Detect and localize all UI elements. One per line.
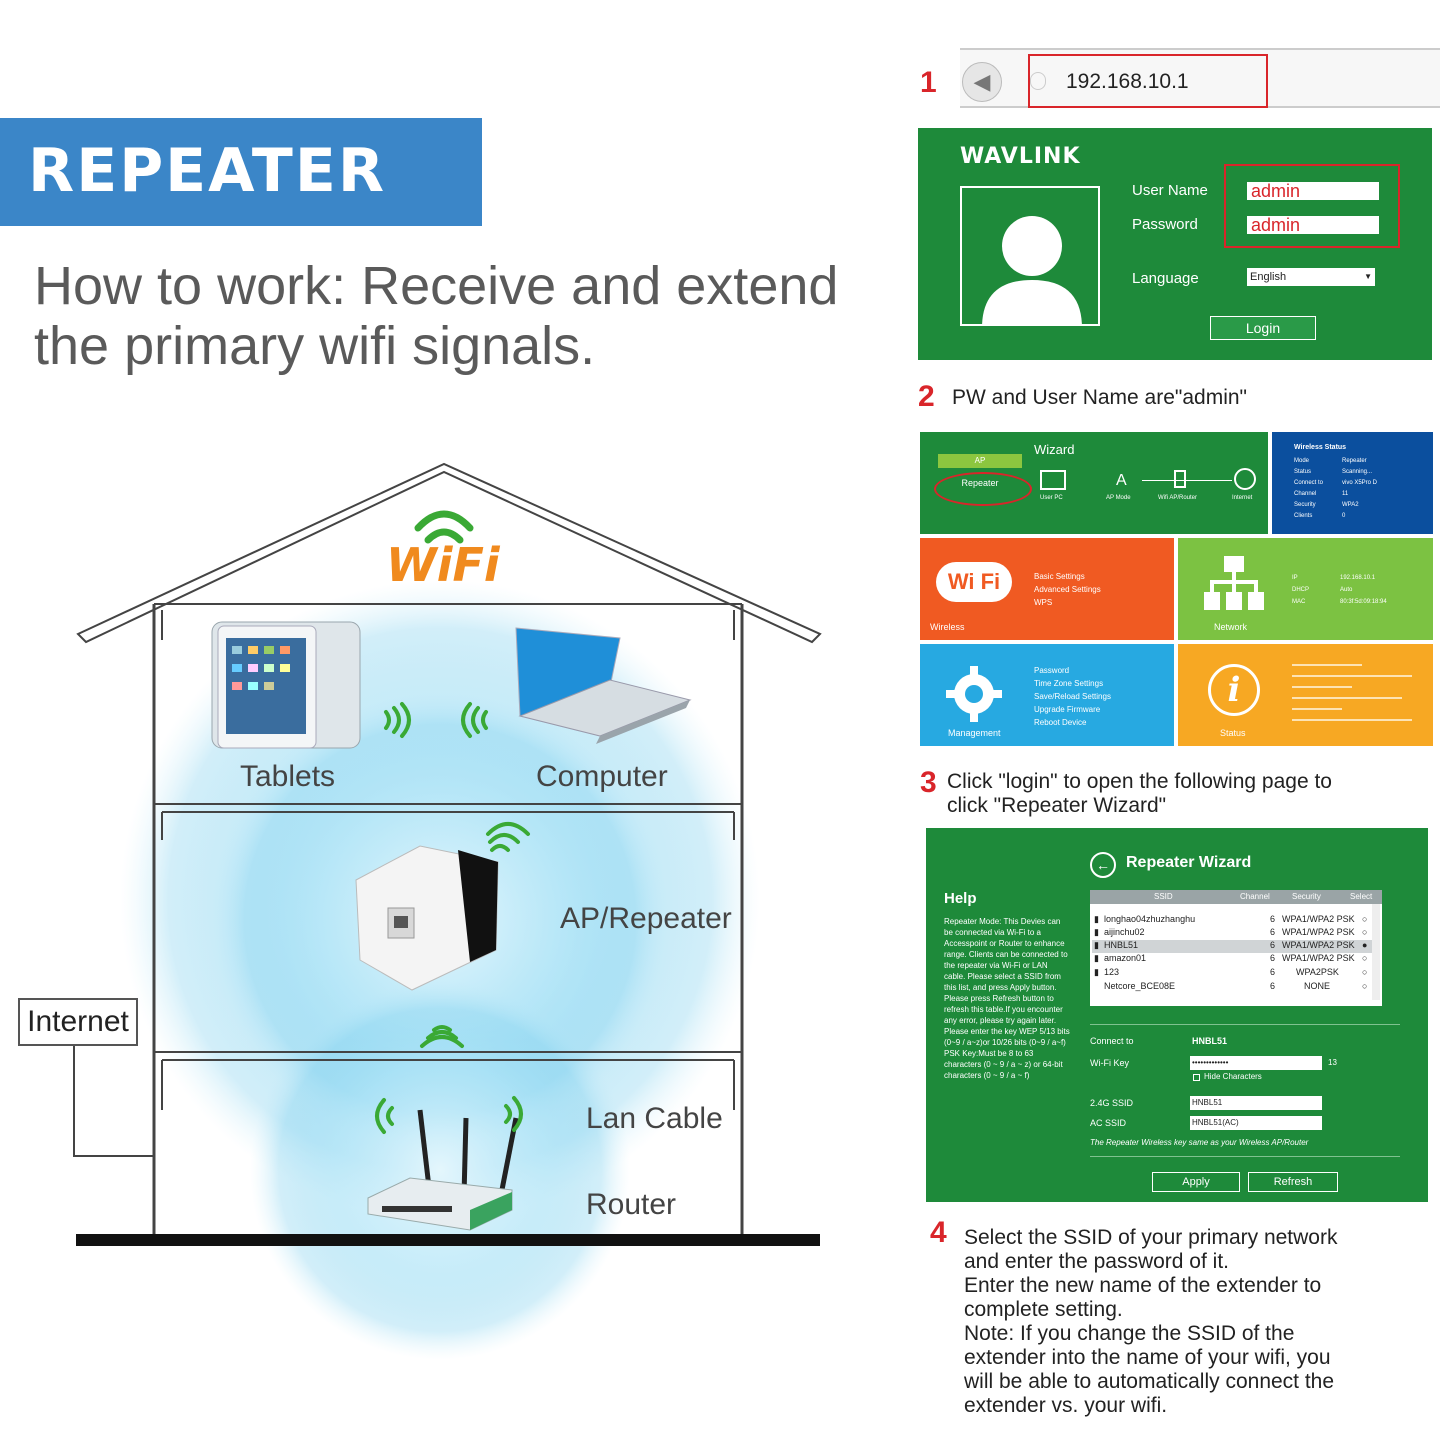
management-tile[interactable] [920,644,1174,746]
step-2-text: PW and User Name are"admin" [952,386,1248,409]
wireless-status-rows: Mode Repeater Status Scanning... Connect to vivo X5Pro D Channel 11 Security WPA2 Clients 0 [1294,458,1378,519]
table-row[interactable]: Netcore_BCE08E 6 NONE ○ [1104,981,1368,991]
step-3-number: 3 [920,766,937,799]
credentials-highlight-box [1224,164,1400,248]
radio-selected-icon: ● [1362,940,1368,950]
user-pc-icon [1040,470,1066,490]
wifi-logo-arcs-icon [418,514,470,540]
status-info-lines [1292,664,1422,721]
wizard-tile[interactable] [920,432,1268,534]
wireless-tile[interactable] [920,538,1174,640]
ac-ssid-label: AC SSID [1090,1118,1127,1128]
table-row[interactable]: ▮ amazon01 6 WPA1/WPA2 PSK ○ [1094,953,1368,963]
mode-ap-button[interactable]: AP [938,454,1022,468]
username-input[interactable]: admin [1247,182,1379,200]
mode-repeater-button[interactable]: Repeater [961,478,999,488]
user-avatar-icon [960,186,1100,326]
back-arrow-icon[interactable]: ◀ [962,62,1002,102]
step-3-text: Click "login" to open the following page to click "Repeater Wizard" [947,770,1332,817]
url-input[interactable]: 192.168.10.1 [1066,70,1189,93]
repeater-highlight-oval [934,472,1032,506]
radio-icon: ○ [1362,927,1368,937]
headline-line-1: How to work: Receive and extend [34,256,839,316]
login-button[interactable]: Login [1210,316,1316,340]
label-lan-cable: Lan Cable [586,1102,723,1135]
wifi-key-length: 13 [1328,1058,1337,1067]
wireless-menu: Basic Settings Advanced Settings WPS [1034,572,1101,607]
network-tile-label: Network [1214,622,1248,632]
table-row[interactable]: ▮ aijinchu02 6 WPA1/WPA2 PSK ○ [1094,927,1368,937]
ap-mode-icon: A [1116,472,1127,489]
ssid-table [1090,890,1382,1006]
step-4-text: Select the SSID of your primary network and enter the password of it. Enter the new name of the extender to complete setting. Note: If you change the SSID of the extender into the name of your wifi, you will be able to automatically connect the extender vs. your wifi. [964,1226,1338,1417]
chevron-down-icon: ▼ [1364,272,1372,281]
wireless-status-title: Wireless Status [1294,444,1347,451]
step-2-number: 2 [918,380,935,413]
password-input[interactable]: admin [1247,216,1379,234]
signal-bars-icon: ▮ [1094,914,1099,924]
brand-logo: WAVLINK [960,144,1081,169]
step-4-number: 4 [930,1216,947,1249]
table-row[interactable]: ▮ longhao04zhuzhanghu 6 WPA1/WPA2 PSK ○ [1094,914,1368,924]
management-tile-label: Management [948,728,1001,738]
flow-label-0: User PC [1040,495,1063,501]
status-tile[interactable] [1178,644,1433,746]
table-row[interactable]: ▮ 123 6 WPA2PSK ○ [1094,967,1368,977]
wireless-tile-label: Wireless [930,622,965,632]
headline [34,256,894,376]
signal-bars-icon: ▮ [1094,940,1099,950]
banner-title: REPEATER [28,136,387,206]
label-router: Router [586,1188,677,1221]
label-internet: Internet [18,998,138,1046]
wifi-logo-icon: Wi Fi [936,562,1012,602]
status-tile-label: Status [1220,728,1246,738]
help-text: Repeater Mode: This Devies can be connected via Wi-Fi to a Accesspoint or Router to enhance range. Clients can be connected to the repeater via Wi-Fi or LAN cable. Please select a SSID from this list, and press Apply button. Please press Refresh button to refresh this table.If you encounter any error, please try again later. Please enter the key WEP 5/13 bits (0~9 / a~z)or 10/26 bits (0~9 / a~f) PSK Key:Must be 8 to 63 characters (0 ~ 9 / a ~ z) or 64-bit characters (0 ~ 9 / a ~ f) [944,917,1070,1080]
hide-characters-label: Hide Characters [1204,1072,1262,1081]
internet-cable [74,1046,154,1156]
hide-characters-checkbox[interactable] [1193,1074,1200,1081]
label-computer: Computer [536,760,668,793]
language-select[interactable] [1247,268,1375,286]
management-menu: Password Time Zone Settings Save/Reload Settings Upgrade Firmware Reboot Device [1034,666,1111,727]
ground-line [76,1234,820,1246]
connect-to-label: Connect to [1090,1036,1134,1046]
wifi-key-input[interactable]: ••••••••••••• [1190,1056,1322,1070]
ssid24-input[interactable]: HNBL51 [1190,1096,1322,1110]
step-1-number: 1 [920,66,937,99]
table-scrollbar[interactable] [1372,904,1380,1000]
ssid-table-header: SSID Channel Security Select [1090,890,1382,904]
router-icon [1174,470,1186,488]
label-tablets: Tablets [240,760,336,793]
connect-to-value: HNBL51 [1192,1036,1228,1046]
signal-bars-icon: ▮ [1094,927,1099,937]
wizard-note: The Repeater Wireless key same as your Wireless AP/Router [1090,1138,1309,1147]
ssid24-label: 2.4G SSID [1090,1098,1134,1108]
globe-icon [1234,468,1256,490]
headline-line-2: the primary wifi signals. [34,316,596,376]
radio-icon: ○ [1362,953,1368,963]
ac-ssid-input[interactable]: HNBL51(AC) [1190,1116,1322,1130]
language-value: English [1250,271,1287,283]
flow-label-3: Internet [1232,495,1253,501]
radio-icon: ○ [1362,967,1368,977]
table-divider [1090,1024,1400,1025]
help-title: Help [944,890,977,907]
language-label: Language [1132,270,1199,287]
network-tile[interactable] [1178,538,1433,640]
form-divider [1090,1156,1400,1157]
info-icon: i [1208,664,1260,716]
network-topology-icon [1204,556,1264,612]
tablet-icon [212,622,360,748]
label-ap-repeater: AP/Repeater [560,902,732,935]
back-circle-icon[interactable]: ← [1090,852,1116,878]
username-label: User Name [1132,182,1208,199]
radio-icon: ○ [1362,914,1368,924]
radio-icon: ○ [1362,981,1368,991]
wizard-title: Wizard [1034,442,1075,457]
flow-label-1: AP Mode [1106,495,1131,501]
gear-icon [940,662,1008,726]
network-info: IP 192.168.10.1 DHCP Auto MAC 80:3f:5d:09:18:94 [1292,575,1387,605]
signal-bars-icon: ▮ [1094,953,1099,963]
password-label: Password [1132,216,1198,233]
apply-button[interactable]: Apply [1152,1172,1240,1192]
refresh-button[interactable]: Refresh [1248,1172,1338,1192]
wizard-title: Repeater Wizard [1126,854,1252,871]
flow-connector [1142,480,1232,481]
table-row-selected[interactable]: ▮ HNBL51 6 WPA1/WPA2 PSK ● [1092,940,1380,953]
wifi-logo: WiFi [386,538,500,592]
wifi-key-label: Wi-Fi Key [1090,1058,1129,1068]
wireless-status-tile[interactable] [1272,432,1433,534]
signal-bars-icon: ▮ [1094,967,1099,977]
flow-label-2: Wifi AP/Router [1158,495,1198,501]
